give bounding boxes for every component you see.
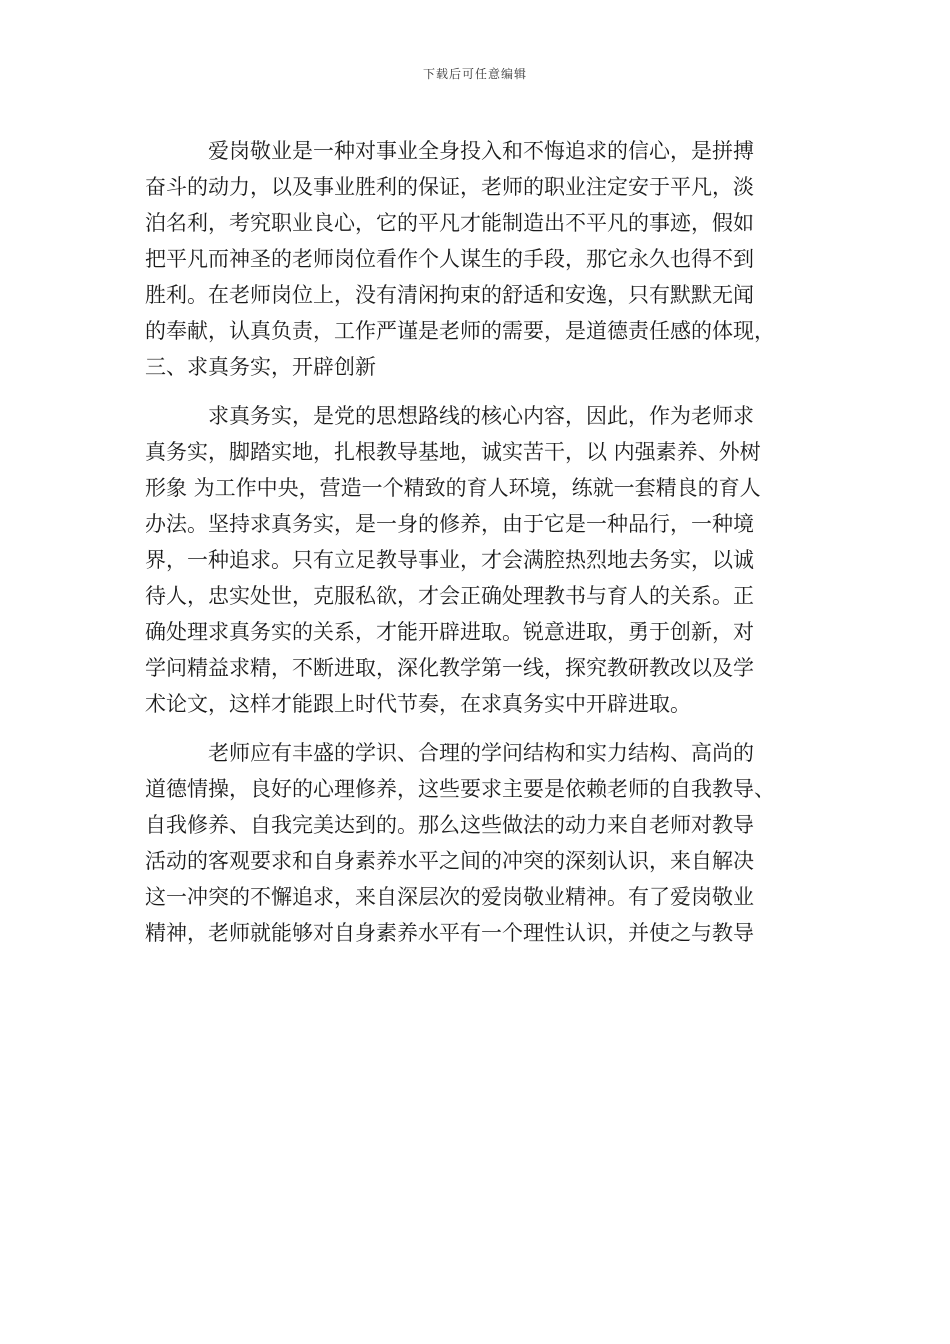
document-body bbox=[145, 133, 810, 951]
text-line: 活动的客观要求和自身素养水平之间的冲突的深刻认识，来自解决 bbox=[145, 849, 754, 873]
text-line: 把平凡而神圣的老师岗位看作个人谋生的手段，那它永久也得不到 bbox=[145, 247, 754, 271]
text-line: 自我修养、自我完美达到的。那么这些做法的动力来自老师对教导 bbox=[145, 813, 754, 837]
text-line: 胜利。在老师岗位上，没有清闲拘束的舒适和安逸，只有默默无闻 bbox=[145, 283, 754, 307]
text-line: 待人，忠实处世，克服私欲，才会正确处理教书与育人的关系。正 bbox=[145, 584, 754, 608]
text-line: 真务实，脚踏实地，扎根教导基地，诚实苦干，以 内强素养、外树 bbox=[145, 440, 761, 464]
text-line: 术论文，这样才能跟上时代节奏，在求真务实中开辟进取。 bbox=[145, 692, 691, 716]
paragraph-dedication bbox=[145, 133, 810, 385]
text-line: 学问精益求精，不断进取，深化教学第一线，探究教研教改以及学 bbox=[145, 656, 754, 680]
paragraph-teacher-quality bbox=[145, 735, 810, 951]
text-line: 形象 为工作中央，营造一个精致的育人环境，练就一套精良的育人 bbox=[145, 476, 761, 500]
text-line: 的奉献，认真负责，工作严谨是老师的需要，是道德责任感的体现， bbox=[145, 319, 775, 343]
text-line: 泊名利，考究职业良心，它的平凡才能制造出不平凡的事迹，假如 bbox=[145, 211, 754, 235]
page-header: 下载后可任意编辑 bbox=[422, 67, 527, 81]
text-line: 爱岗敬业是一种对事业全身投入和不悔追求的信心，是拼搏 bbox=[145, 139, 754, 163]
text-line: 奋斗的动力，以及事业胜利的保证，老师的职业注定安于平凡，淡 bbox=[145, 175, 754, 199]
text-line: 精神，老师就能够对自身素养水平有一个理性认识，并使之与教导 bbox=[145, 921, 754, 945]
text-line: 确处理求真务实的关系，才能开辟进取。锐意进取，勇于创新，对 bbox=[145, 620, 754, 644]
text-line: 求真务实，是党的思想路线的核心内容，因此，作为老师求 bbox=[145, 404, 754, 428]
text-line: 办法。坚持求真务实，是一身的修养，由于它是一种品行，一种境 bbox=[145, 512, 754, 536]
text-line: 界，一种追求。只有立足教导事业，才会满腔热烈地去务实，以诚 bbox=[145, 548, 754, 572]
text-line: 这一冲突的不懈追求，来自深层次的爱岗敬业精神。有了爱岗敬业 bbox=[145, 885, 754, 909]
section-heading: 三、求真务实，开辟创新 bbox=[145, 355, 376, 379]
paragraph-pragmatism bbox=[145, 398, 810, 722]
text-line: 道德情操，良好的心理修养，这些要求主要是依赖老师的自我教导、 bbox=[145, 777, 775, 801]
text-line: 老师应有丰盛的学识、合理的学问结构和实力结构、高尚的 bbox=[145, 741, 754, 765]
